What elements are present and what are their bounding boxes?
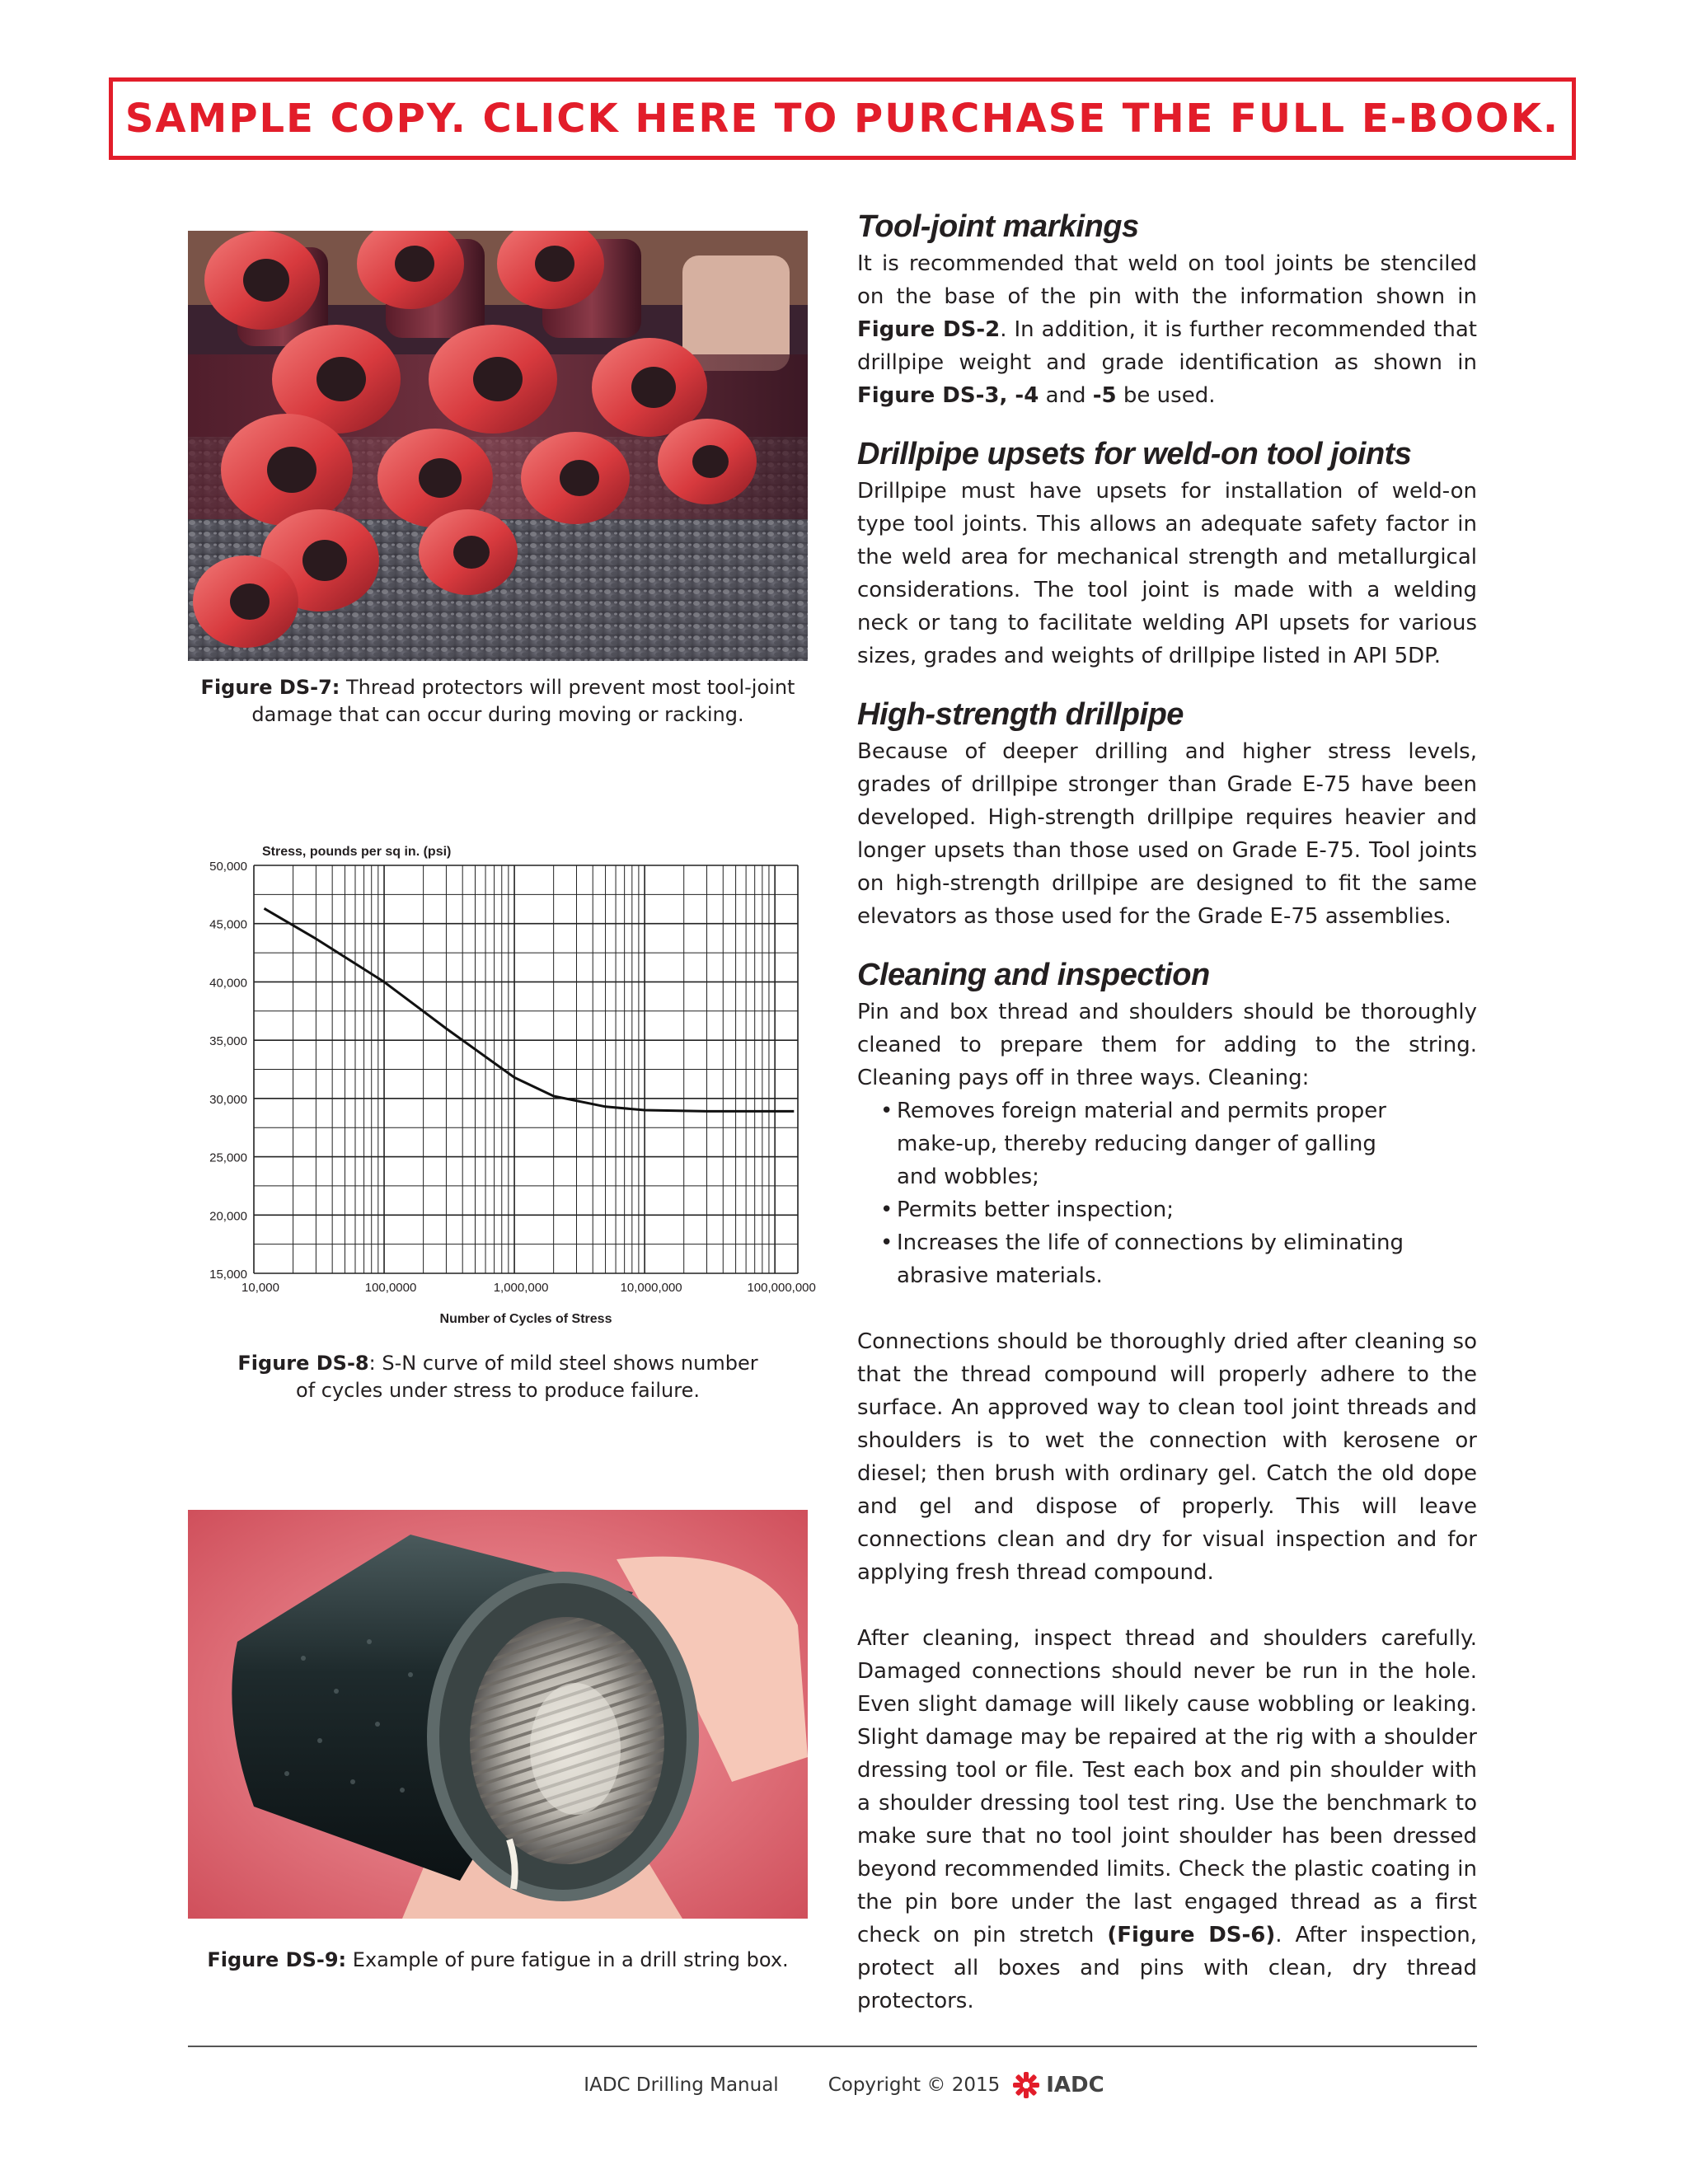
section-body: Because of deeper drilling and higher stress levels, grades of drillpipe stronger than Grade E-75 have been developed. High-strength drillpipe requires heavier and longer upsets than those used on Grade E-75. Tool joints on high-strength drillpipe are designed to fit the same elevators as those used for the Grade E-75 assemblies. [857,739,1477,929]
sn-curve-chart [188,832,831,1327]
purchase-banner-link[interactable] [109,77,1576,160]
section-heading: Cleaning and inspection [857,958,1210,992]
iadc-logo-text: IADC [1046,2073,1104,2097]
y-tick-label: 45,000 [209,917,247,932]
section-heading: Drillpipe upsets for weld-on tool joints [857,437,1412,471]
figure-ds7-caption: Figure DS-7: Thread protectors will prevent most tool-joint damage that can occur during moving or racking. [200,676,795,726]
figure-ds9-caption: Figure DS-9: Example of pure fatigue in a drill string box. [207,1948,789,1971]
y-tick-label: 30,000 [209,1092,247,1107]
paragraph-drying: Connections should be thoroughly dried after cleaning so that the thread compound will properly adhere to the surface. An approved way to clean tool joint threads and shoulders is to wet the connection with kerosene or diesel; then brush with ordinary gel. Catch the old dope and gel and dispose of properly. This will leave connections clean and dry for visual inspection and for applying fresh thread compound. [857,1329,1477,1585]
section-body: It is recommended that weld on tool joints be stenciled on the base of the pin with the information shown in Figure DS-2. In addition, it is further recommended that drillpipe weight and grade identification as shown in Figure DS-3, -4 and -5 be used. [857,251,1477,408]
footer-divider [188,2046,1477,2047]
section-drillpipe-upsets [857,435,1477,673]
list-item: • Permits better inspection; [880,1193,1477,1226]
y-tick-label: 20,000 [209,1209,247,1224]
figure-ds8-caption: Figure DS-8: S-N curve of mild steel shows number of cycles under stress to produce failure. [237,1352,758,1402]
cleaning-bullet-list [857,1094,1477,1292]
drill-string-box-photo [188,1510,808,1919]
sn-curve-line [265,908,795,1111]
section-high-strength-drillpipe [857,696,1477,933]
y-tick-label: 15,000 [209,1268,247,1282]
section-tool-joint-markings [857,208,1477,412]
y-tick-label: 50,000 [209,860,247,874]
section-heading: Tool-joint markings [857,209,1139,244]
y-tick-label: 40,000 [209,976,247,991]
iadc-logo [1011,2070,1104,2100]
iadc-star-icon [1011,2070,1041,2100]
banner-label: SAMPLE COPY. CLICK HERE TO PURCHASE THE FULL E-BOOK. [124,96,1560,142]
section-body: Pin and box thread and shoulders should be thoroughly cleaned to prepare them for adding to the string. Cleaning pays off in three ways. Cleaning: [857,1000,1477,1090]
x-tick-label: 100,000,000 [747,1281,816,1295]
y-tick-label: 25,000 [209,1151,247,1165]
y-axis-title: Stress, pounds per sq in. (psi) [262,845,452,859]
x-tick-label: 100,0000 [364,1281,417,1295]
thread-protectors-photo [188,231,808,661]
page-footer [0,2070,1688,2100]
list-item: • Removes foreign material and permits proper make-up, thereby reducing danger of galling and wobbles; [880,1094,1477,1193]
section-heading: High-strength drillpipe [857,697,1184,732]
footer-copyright: Copyright © 2015 [828,2074,1001,2096]
section-body: Drillpipe must have upsets for installation of weld-on type tool joints. This allows an adequate safety factor in the weld area for mechanical strength and metallurgical considerations. The tool joint is made with a welding neck or tang to facilitate welding API upsets for various sizes, grades and weights of drillpipe listed in API 5DP. [857,479,1477,668]
y-tick-label: 35,000 [209,1034,247,1049]
x-tick-label: 10,000,000 [620,1281,682,1295]
x-tick-label: 10,000 [241,1281,279,1295]
paragraph-inspection: After cleaning, inspect thread and shoulders carefully. Damaged connections should never be run in the hole. Even slight damage will likely cause wobbling or leaking. Slight damage may be repaired at the rig with a shoulder dressing tool or file. Test each box and pin shoulder with a shoulder dressing tool test ring. Use the benchmark to make sure that no tool joint shoulder has been dressed beyond recommended limits. Check the plastic coating in the pin bore under the last engaged thread as a first check on pin stretch (Figure DS-6). After inspection, protect all boxes and pins with clean, dry thread protectors. [857,1626,1478,2013]
footer-manual-title: IADC Drilling Manual [584,2074,779,2096]
section-cleaning-inspection [857,956,1477,1292]
right-column-text [857,208,1477,2018]
x-axis-title: Number of Cycles of Stress [439,1312,612,1326]
x-tick-label: 1,000,000 [493,1281,549,1295]
list-item: • Increases the life of connections by eliminating abrasive materials. [880,1226,1477,1292]
